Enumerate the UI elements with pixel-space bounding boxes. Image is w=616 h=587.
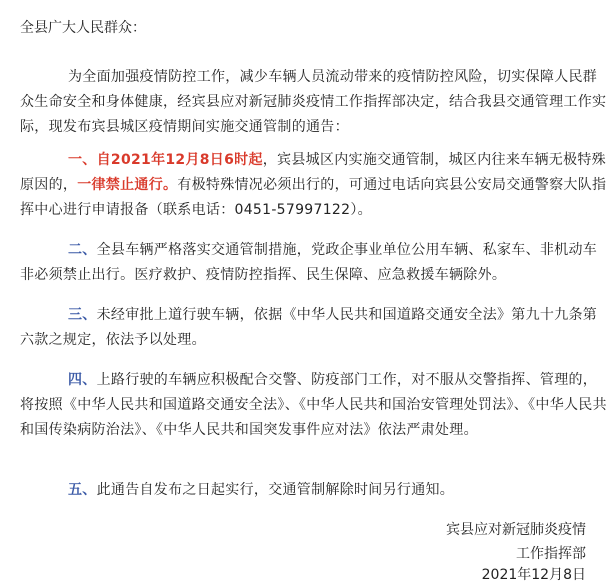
item-1-ban: 一律禁止通行。 (77, 177, 178, 193)
intro-paragraph: 为全面加强疫情防控工作，减少车辆人员流动带来的疫情防控风险，切实保障人民群众生命安全和身体健康，经宾县应对新冠肺炎疫情工作指挥部决定，结合我县交通管理工作实际，现发布宾县城区疫情期间实施交通管制的通告： (20, 69, 607, 135)
signature-organization-line1: 宾县应对新冠肺炎疫情 (446, 522, 586, 538)
item-5-text: 此通告自发布之日起实行，交通管制解除时间另行通知。 (96, 482, 455, 498)
item-3-text: 未经审批上道行驶车辆，依据《中华人民共和国道路交通安全法》第九十九条第六款之规定，依法予以处理。 (20, 307, 598, 348)
item-4-paragraph (20, 368, 608, 443)
item-1-text-a: ，宾县城区内实施交通管制，城区内往来车辆无极特殊原因的， (20, 152, 606, 193)
item-3-number: 三、 (68, 307, 97, 323)
item-5-number: 五、 (68, 482, 97, 498)
item-4-text: 上路行驶的车辆应积极配合交警、防疫部门工作，对不服从交警指挥、管理的，将按照《中华人民共和国道路交通安全法》、《中华人民共和国治安管理处罚法》、《中华人民共和国传染病防治法》、《中华人民共和国突发事件应对法》依法严肃处理。 (20, 372, 607, 438)
signature-date: 2021年12月8日 (481, 567, 586, 583)
item-2-paragraph (20, 238, 608, 288)
salutation: 全县广大人民群众： (20, 20, 146, 36)
item-2-number: 二、 (68, 242, 97, 258)
item-1-text-b: 有极特殊情况必须出行的，可通过电话向宾县公安局交通警察大队指挥中心进行申请报备（联系电话：0451-57997122）。 (20, 177, 607, 218)
item-1-date-phrase: 自2021年12月8日6时起 (96, 152, 263, 168)
item-1-paragraph (20, 148, 608, 223)
item-5-paragraph (20, 478, 608, 503)
signature-organization-line2: 工作指挥部 (516, 546, 586, 562)
item-2-text: 全县车辆严格落实交通管制措施，党政企事业单位公用车辆、私家车、非机动车非必须禁止出行。医疗救护、疫情防控指挥、民生保障、应急救援车辆除外。 (20, 242, 598, 283)
item-3-paragraph (20, 303, 608, 353)
item-4-number: 四、 (68, 372, 97, 388)
item-1-number: 一、 (68, 152, 97, 168)
